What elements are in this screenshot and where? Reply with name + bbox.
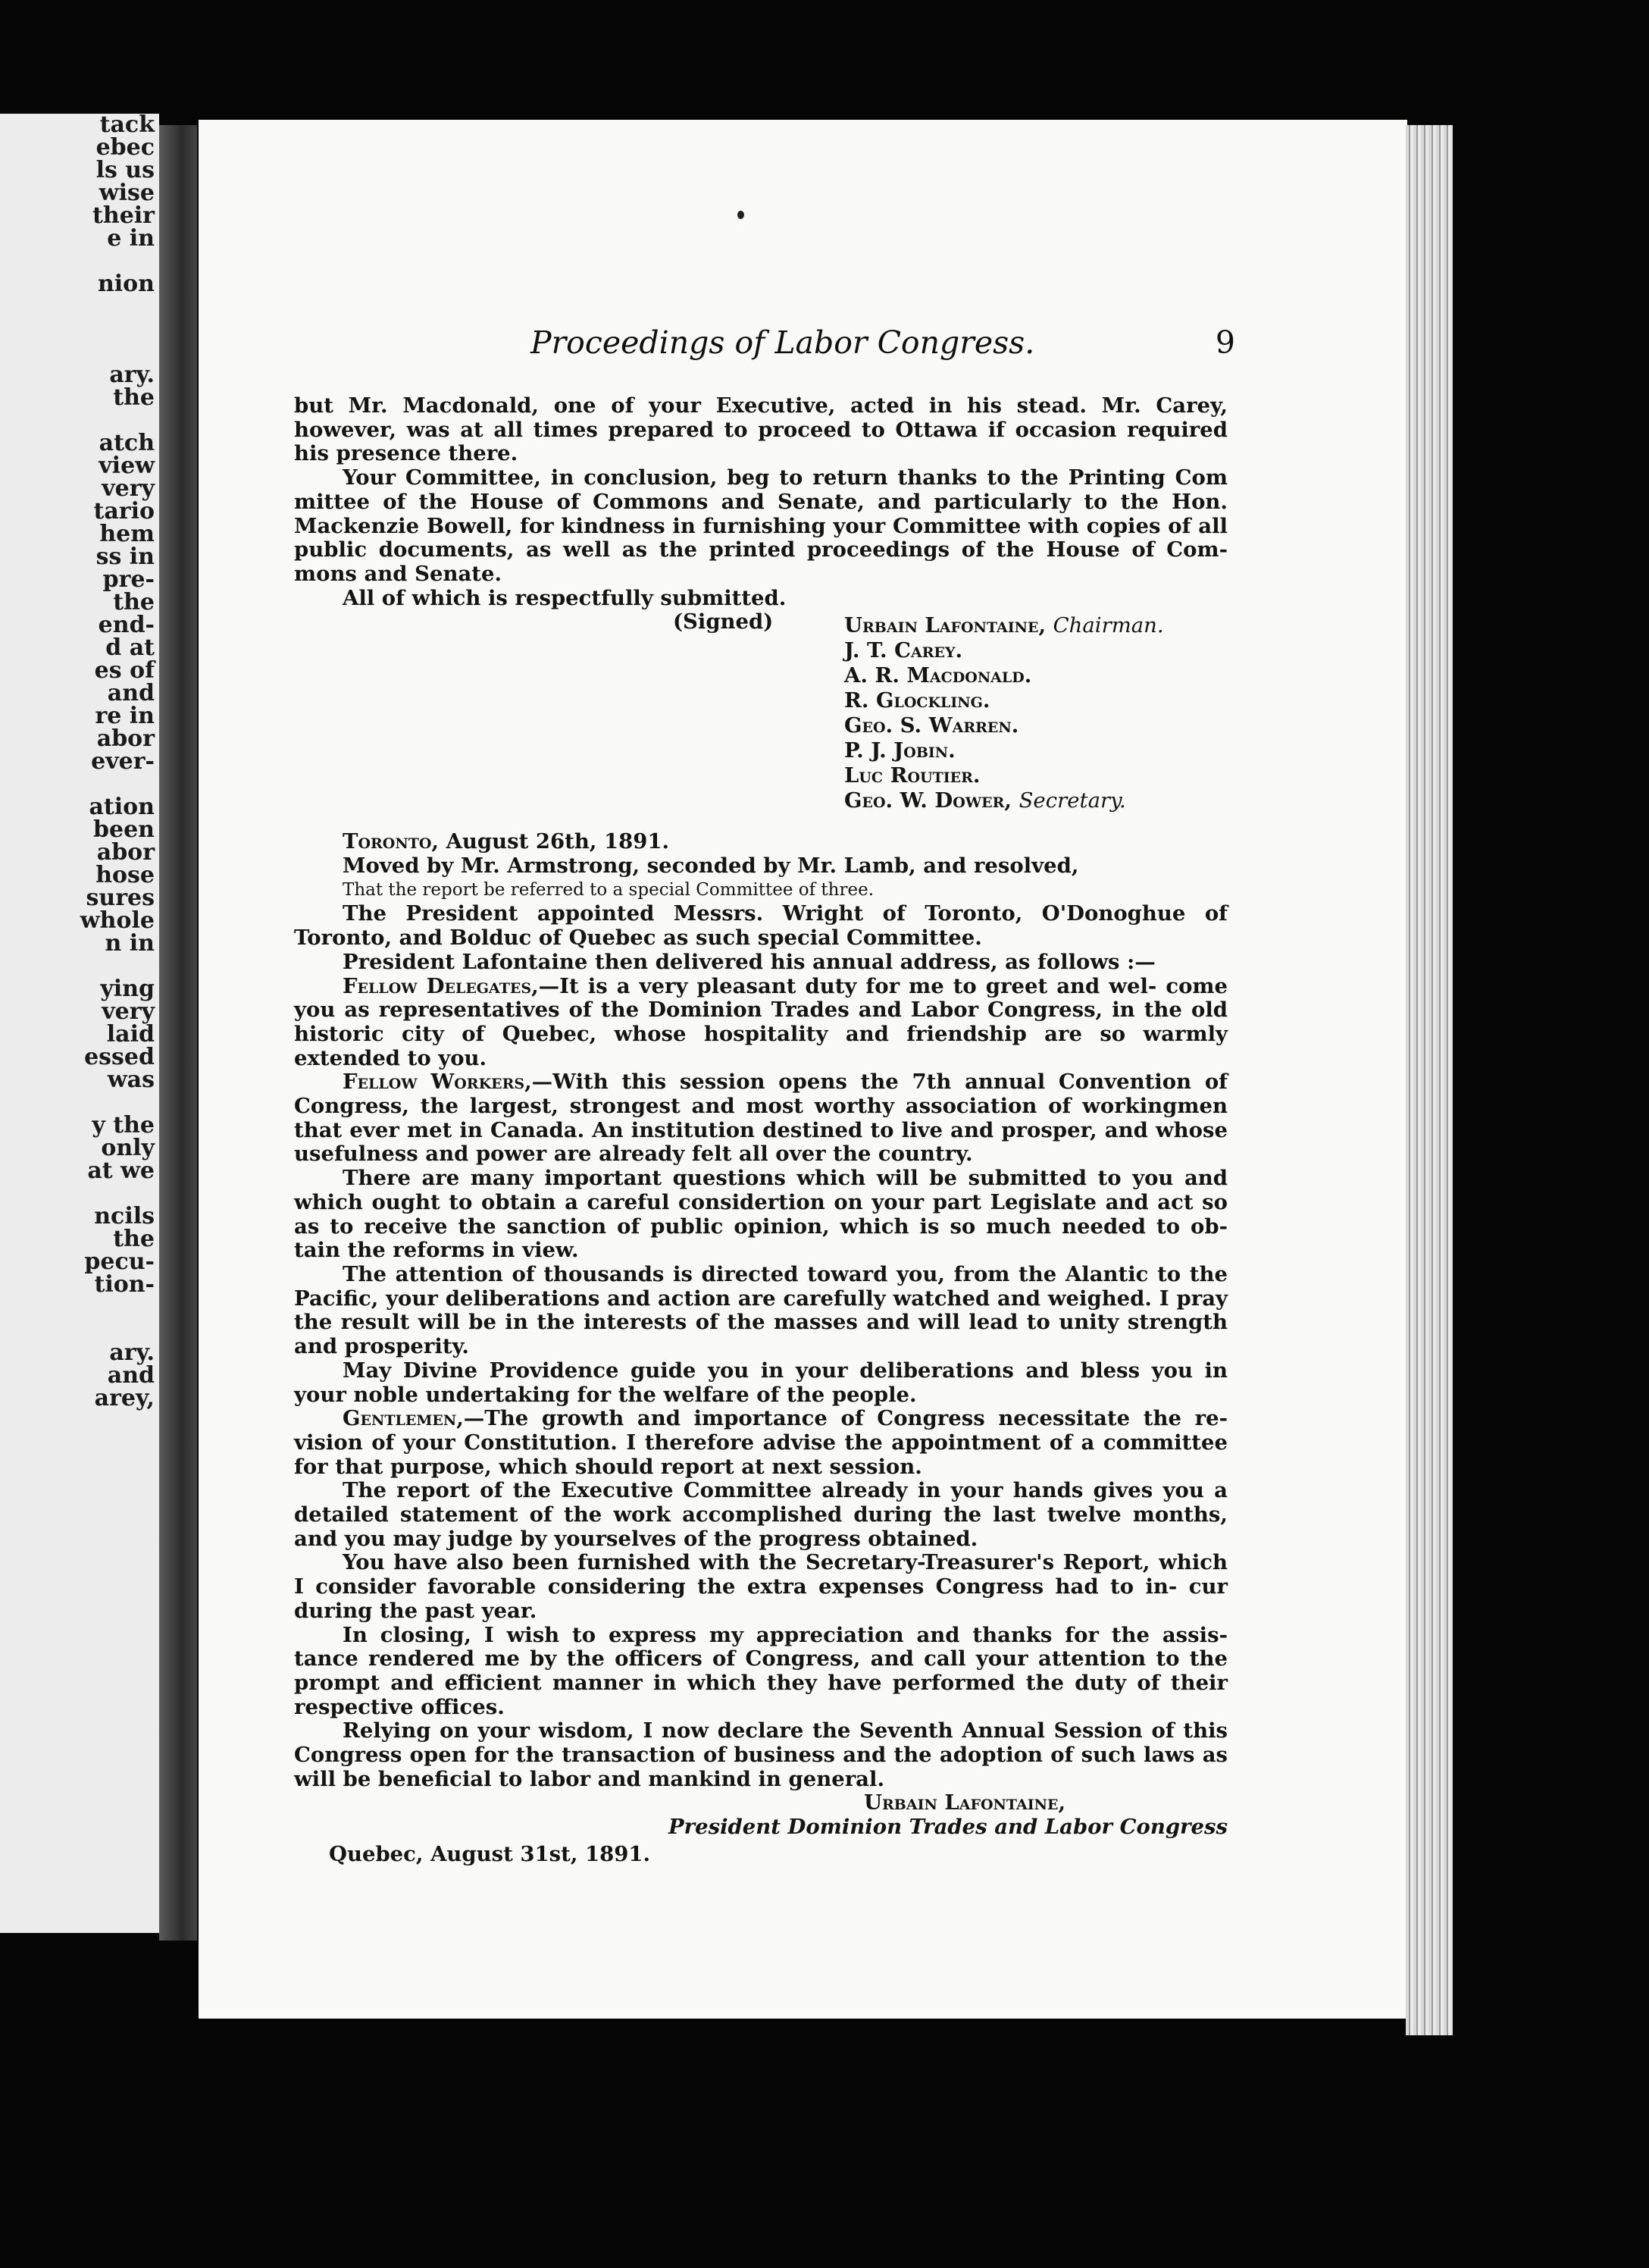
resolution: That the report be referred to a special Committee of three. bbox=[343, 879, 875, 900]
facing-page-line: tack bbox=[99, 114, 155, 138]
signatory-name: Geo. S. Warren. bbox=[844, 713, 1019, 738]
facing-page-line: e in bbox=[107, 225, 155, 252]
running-header bbox=[530, 324, 1235, 370]
facing-page-line: been bbox=[93, 816, 155, 843]
facing-page-edge bbox=[0, 114, 159, 1933]
signatory-name: Urbain Lafontaine, bbox=[844, 613, 1047, 638]
facing-page-line bbox=[3, 296, 155, 318]
facing-page-line: view bbox=[99, 453, 155, 479]
signatory-title: President Dominion Trades and Labor Congress bbox=[668, 1815, 1228, 1840]
facing-page-line: nion bbox=[97, 271, 155, 297]
signatory-role: Chairman. bbox=[1053, 613, 1164, 638]
signatory bbox=[844, 738, 1164, 763]
facing-page-line: pecu- bbox=[84, 1248, 155, 1275]
facing-page-line bbox=[3, 1183, 155, 1205]
paragraph-text: —The growth and importance of Congress necessitate the re- vision of your Constitution. I therefore advise the appointment of a committee for that purpose, which should report at next session. bbox=[294, 1406, 1228, 1479]
place-date: Quebec, August 31st, 1891. bbox=[329, 1842, 651, 1867]
facing-page-line: arey, bbox=[94, 1385, 155, 1411]
facing-page-line bbox=[3, 955, 155, 978]
facing-page-line: ary. bbox=[109, 1339, 155, 1366]
signatory bbox=[844, 688, 1164, 713]
address-signature bbox=[294, 1791, 1228, 1867]
facing-page-line: only bbox=[101, 1135, 155, 1161]
facing-page-line: and bbox=[107, 680, 155, 706]
signatory-name: Urbain Lafontaine, bbox=[864, 1790, 1066, 1815]
signed-label: (Signed) bbox=[673, 609, 774, 634]
paragraph: The report of the Executive Committee already in your hands gives you a detailed statement of the work accomplished during the last twelve months, and you may judge by yourselves of the progress obtained. bbox=[294, 1478, 1228, 1551]
facing-page-line: hem bbox=[99, 521, 155, 547]
paragraph-text: —With this session opens the 7th annual Convention of Congress, the largest, strongest and most worthy association of workingmen that ever met in Canada. An institution destined to live and prosper, and whose usefulness and power are already felt all over the country. bbox=[294, 1070, 1228, 1167]
facing-page-line bbox=[3, 773, 155, 796]
dateline-date: August 26th, 1891. bbox=[446, 829, 670, 854]
paragraph: All of which is respectfully submitted. bbox=[343, 585, 787, 610]
running-title: Proceedings of Labor Congress. bbox=[530, 324, 1035, 361]
signatory-name: Luc Routier. bbox=[844, 763, 981, 788]
dateline bbox=[294, 830, 1228, 854]
facing-page-line: the bbox=[113, 589, 155, 616]
facing-page-line bbox=[3, 1092, 155, 1114]
signatory-name: Geo. W. Dower, bbox=[844, 788, 1012, 813]
ink-spot bbox=[737, 211, 744, 219]
facing-page-line: abor bbox=[96, 725, 155, 752]
facing-page-line bbox=[3, 341, 155, 364]
salutation: Fellow Workers, bbox=[343, 1070, 532, 1095]
facing-page-line bbox=[3, 1296, 155, 1319]
signatory-name: R. Glockling. bbox=[844, 688, 990, 713]
facing-page-line: whole bbox=[80, 907, 155, 934]
paragraph bbox=[294, 1070, 1228, 1167]
paragraph: but Mr. Macdonald, one of your Executive, acted in his stead. Mr. Carey, however, was at all times prepared to proceed to Ottawa if occasion required his presence there. bbox=[294, 393, 1228, 466]
signatory bbox=[844, 663, 1164, 688]
facing-page-line: end- bbox=[98, 612, 155, 638]
facing-page-line: ation bbox=[89, 794, 155, 820]
signatory-name: P. J. Jobin. bbox=[844, 738, 956, 763]
paragraph bbox=[294, 1407, 1228, 1479]
page-edges bbox=[1406, 125, 1453, 2035]
paragraph: President Lafontaine then delivered his annual address, as follows :— bbox=[343, 949, 1156, 974]
dateline-city: Toronto, bbox=[343, 829, 439, 854]
facing-page-line: laid bbox=[106, 1021, 155, 1048]
facing-page-line: wise bbox=[99, 180, 155, 206]
committee-signatures bbox=[294, 610, 1228, 830]
paragraph: Moved by Mr. Armstrong, seconded by Mr. Lamb, and resolved, bbox=[343, 854, 1079, 879]
facing-page-line: the bbox=[113, 384, 155, 411]
page-number: 9 bbox=[1215, 324, 1235, 361]
signatory bbox=[844, 638, 1164, 663]
facing-page-line: ary. bbox=[109, 362, 155, 388]
facing-page-line: ls us bbox=[95, 157, 155, 183]
facing-page-line: very bbox=[102, 475, 155, 502]
facing-page-line: sures bbox=[86, 885, 155, 911]
facing-page-line: ebec bbox=[95, 134, 155, 161]
facing-page-line: and bbox=[107, 1362, 155, 1389]
salutation: Fellow Delegates, bbox=[343, 973, 539, 998]
facing-page-line: at we bbox=[87, 1157, 155, 1184]
paragraph-text: —It is a very pleasant duty for me to greet and wel- come you as representatives of the Dominion Trades and Labor Congress, in the old historic city of Quebec, whose hospitality and friendship are so warmly extended to you. bbox=[294, 973, 1228, 1070]
facing-page-line bbox=[3, 318, 155, 341]
signatory-name: A. R. Macdonald. bbox=[844, 663, 1032, 688]
facing-page-line: es of bbox=[94, 657, 155, 684]
facing-page-line: n in bbox=[105, 930, 155, 957]
facing-page-text bbox=[3, 114, 155, 1410]
facing-page-line: their bbox=[92, 202, 155, 229]
facing-page-line: very bbox=[102, 998, 155, 1025]
facing-page-line: pre- bbox=[102, 566, 155, 593]
facing-page-line bbox=[3, 409, 155, 432]
facing-page-line bbox=[3, 250, 155, 273]
facing-page-line bbox=[3, 1319, 155, 1342]
facing-page-line: atch bbox=[99, 430, 155, 456]
facing-page-line: the bbox=[113, 1226, 155, 1252]
paragraph: There are many important questions which will be submitted to you and which ought to obtain a careful considertion on your part Legislate and act so as to receive the sanction of public opinion, which is so much needed to ob- tain the reforms in view. bbox=[294, 1166, 1228, 1263]
signatory-name: J. T. Carey. bbox=[844, 638, 963, 663]
facing-page-line: ss in bbox=[95, 544, 155, 570]
signatory-list bbox=[844, 613, 1164, 813]
facing-page-line: y the bbox=[92, 1112, 155, 1139]
salutation: Gentlemen, bbox=[343, 1406, 464, 1431]
facing-page-line: ncils bbox=[94, 1203, 155, 1230]
signatory bbox=[844, 763, 1164, 788]
facing-page-line: re in bbox=[95, 703, 155, 729]
facing-page-line: essed bbox=[84, 1044, 155, 1070]
paragraph: In closing, I wish to express my appreciation and thanks for the assis- tance rendered me by the officers of Congress, and call your attention to the prompt and efficient manner in which they have performed the duty of their respective offices. bbox=[294, 1622, 1228, 1719]
signatory bbox=[844, 713, 1164, 738]
paragraph: The President appointed Messrs. Wright of Toronto, O'Donoghue of Toronto, and Bolduc of Quebec as such special Committee. bbox=[294, 901, 1228, 951]
paragraph bbox=[294, 975, 1228, 1071]
page-body bbox=[294, 394, 1228, 1867]
paragraph: The attention of thousands is directed toward you, from the Alantic to the Pacific, your deliberations and action are carefully watched and weighed. I pray the result will be in the interests of the masses and will lead to unity strength and prosperity. bbox=[294, 1261, 1228, 1359]
facing-page-line: d at bbox=[105, 634, 155, 661]
facing-page-line: hose bbox=[95, 862, 155, 888]
paragraph: Relying on your wisdom, I now declare the Seventh Annual Session of this Congress open for the transaction of business and the adoption of such laws as will be beneficial to labor and mankind in general. bbox=[294, 1718, 1228, 1791]
paragraph: May Divine Providence guide you in your deliberations and bless you in your noble undertaking for the welfare of the people. bbox=[294, 1358, 1228, 1407]
book-gutter bbox=[159, 125, 197, 1941]
paragraph: You have also been furnished with the Secretary-Treasurer's Report, which I consider favorable considering the extra expenses Congress had to in- cur during the past year. bbox=[294, 1550, 1228, 1623]
signatory bbox=[844, 613, 1164, 638]
facing-page-line: abor bbox=[96, 839, 155, 866]
facing-page-line: ying bbox=[100, 976, 155, 1002]
facing-page-line: was bbox=[107, 1067, 155, 1093]
signatory-role: Secretary. bbox=[1018, 788, 1126, 813]
signatory bbox=[844, 788, 1164, 813]
facing-page-line: tion- bbox=[94, 1271, 155, 1298]
paragraph: Your Committee, in conclusion, beg to return thanks to the Printing Com mittee of the House of Commons and Senate, and particularly to the Hon. Mackenzie Bowell, for kindness in furnishing your Committee with copies of all public documents, as well as the printed proceedings of the House of Com- mons and Senate. bbox=[294, 465, 1228, 586]
facing-page-line: ever- bbox=[91, 748, 155, 775]
facing-page-line: tario bbox=[93, 498, 155, 525]
